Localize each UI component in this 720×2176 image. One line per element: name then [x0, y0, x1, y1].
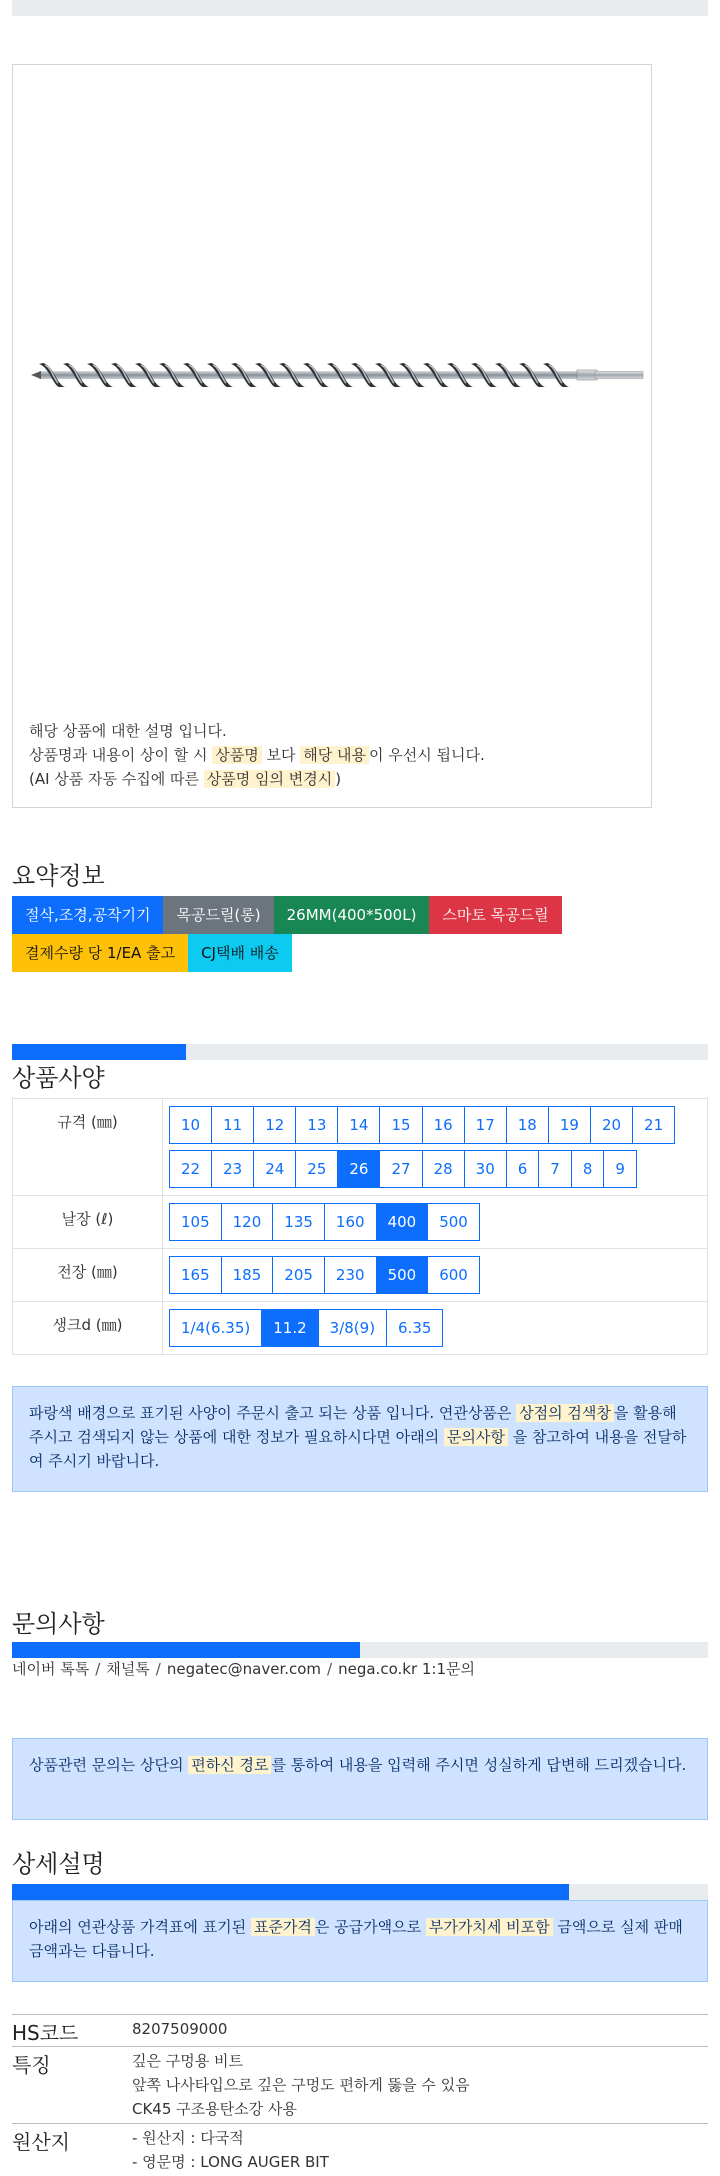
detail-row-label: HS코드 [12, 2015, 132, 2047]
spec-option-button[interactable]: 10 [169, 1106, 212, 1144]
spec-option-button[interactable]: 105 [169, 1203, 222, 1241]
detail-title: 상세설명 [12, 1850, 105, 1878]
spec-table [12, 1098, 708, 1355]
detail-progress-bar [12, 1884, 708, 1900]
badge-brand: 스마토 목공드릴 [429, 896, 561, 934]
spec-option-button[interactable]: 135 [272, 1203, 325, 1241]
detail-row [12, 2124, 708, 2176]
detail-notice: 아래의 연관상품 가격표에 표기된 표준가격 은 공급가액으로 부가가치세 비포함 금액으로 실제 판매금액과는 다릅니다. [12, 1900, 708, 1982]
spec-option-button[interactable]: 19 [548, 1106, 591, 1144]
spec-options-cell [163, 1249, 708, 1302]
summary-badges [12, 896, 612, 972]
detail-value-line: 8207509000 [132, 2020, 228, 2038]
summary-progress-bar [12, 1044, 708, 1060]
spec-option-button[interactable]: 11.2 [261, 1309, 318, 1347]
contact-naver-talk[interactable]: 네이버 톡톡 [12, 1660, 90, 1678]
spec-row [13, 1196, 708, 1249]
detail-value-line: - 원산지 : 다국적 [132, 2129, 244, 2147]
spec-option-button[interactable]: 30 [464, 1150, 507, 1188]
detail-row-value [132, 2015, 708, 2047]
spec-option-button[interactable]: 23 [211, 1150, 254, 1188]
spec-option-button[interactable]: 120 [221, 1203, 274, 1241]
product-image-card [12, 64, 652, 808]
spec-option-button[interactable]: 14 [337, 1106, 380, 1144]
spec-option-button[interactable]: 205 [272, 1256, 325, 1294]
spec-option-button[interactable]: 160 [324, 1203, 377, 1241]
spec-option-button[interactable]: 6 [506, 1150, 540, 1188]
detail-value-line: - 영문명 : LONG AUGER BIT [132, 2153, 329, 2171]
spec-option-button[interactable]: 9 [603, 1150, 637, 1188]
spec-option-button[interactable]: 8 [571, 1150, 605, 1188]
detail-row [12, 2047, 708, 2124]
spec-option-button[interactable]: 20 [590, 1106, 633, 1144]
auger-drill-bit-image [29, 355, 645, 395]
detail-table [12, 2014, 708, 2176]
spec-options-cell [163, 1099, 708, 1196]
spec-title: 상품사양 [12, 1064, 105, 1092]
spec-option-button[interactable]: 6.35 [386, 1309, 443, 1347]
detail-value-line: CK45 구조용탄소강 사용 [132, 2100, 297, 2118]
spec-option-button[interactable]: 18 [506, 1106, 549, 1144]
badge-delivery: CJ택배 배송 [188, 934, 292, 972]
spec-option-button[interactable]: 185 [221, 1256, 274, 1294]
spec-option-button[interactable]: 26 [337, 1150, 380, 1188]
contact-email[interactable]: negatec@naver.com [166, 1660, 322, 1678]
spec-row-label: 날장 (ℓ) [13, 1196, 163, 1249]
spec-row-label: 생크d (㎜) [13, 1302, 163, 1355]
spec-option-button[interactable]: 12 [253, 1106, 296, 1144]
spec-options-cell [163, 1196, 708, 1249]
description-line-1: 해당 상품에 대한 설명 입니다. [29, 722, 227, 740]
badge-shipping-quantity: 결제수량 당 1/EA 출고 [12, 934, 188, 972]
contact-channel-talk[interactable]: 채널톡 [106, 1660, 150, 1678]
spec-option-button[interactable]: 13 [295, 1106, 338, 1144]
spec-row [13, 1249, 708, 1302]
inquiry-title: 문의사항 [12, 1610, 105, 1638]
spec-row [13, 1302, 708, 1355]
spec-option-button[interactable]: 27 [379, 1150, 422, 1188]
spec-option-button[interactable]: 28 [422, 1150, 465, 1188]
spec-option-button[interactable]: 11 [211, 1106, 254, 1144]
spec-notice: 파랑색 배경으로 표기된 사양이 주문시 출고 되는 상품 입니다. 연관상품은 상점의 검색창 을 활용해 주시고 검색되지 않는 상품에 대한 정보가 필요하시다면 아래의 문의사항 을 참고하여 내용을 전달하여 주시기 바랍니다. [12, 1386, 708, 1492]
summary-title: 요약정보 [12, 862, 105, 890]
spec-row-label: 규격 (㎜) [13, 1099, 163, 1196]
detail-row-value [132, 2124, 708, 2176]
spec-option-button[interactable]: 21 [632, 1106, 675, 1144]
spec-option-button[interactable]: 17 [464, 1106, 507, 1144]
spec-option-button[interactable]: 600 [427, 1256, 480, 1294]
detail-row-value [132, 2047, 708, 2124]
spec-option-button[interactable]: 1/4(6.35) [169, 1309, 262, 1347]
inquiry-progress-fill [12, 1642, 360, 1658]
spec-option-button[interactable]: 15 [379, 1106, 422, 1144]
top-divider-bar [12, 0, 708, 16]
contact-channels: 네이버 톡톡 / 채널톡 / negatec@naver.com / nega.co.kr 1:1문의 [12, 1660, 475, 1678]
description-line-3: (AI 상품 자동 수집에 따른 상품명 임의 변경시 ) [29, 770, 342, 788]
spec-options-cell [163, 1302, 708, 1355]
detail-row [12, 2015, 708, 2047]
detail-progress-fill [12, 1884, 569, 1900]
spec-option-button[interactable]: 500 [376, 1256, 429, 1294]
contact-website-inquiry[interactable]: nega.co.kr 1:1문의 [338, 1660, 475, 1678]
detail-row-label: 특징 [12, 2047, 132, 2124]
spec-option-button[interactable]: 16 [422, 1106, 465, 1144]
inquiry-notice: 상품관련 문의는 상단의 편하신 경로 를 통하여 내용을 입력해 주시면 성실하게 답변해 드리겠습니다. [12, 1738, 708, 1820]
product-description [29, 719, 485, 791]
badge-size: 26MM(400*500L) [274, 896, 430, 934]
detail-row-label: 원산지 [12, 2124, 132, 2176]
spec-option-button[interactable]: 400 [376, 1203, 429, 1241]
spec-option-button[interactable]: 500 [427, 1203, 480, 1241]
spec-option-button[interactable]: 230 [324, 1256, 377, 1294]
detail-value-line: 앞쪽 나사타입으로 깊은 구멍도 편하게 뚫을 수 있음 [132, 2076, 470, 2094]
description-line-2: 상품명과 내용이 상이 할 시 상품명 보다 해당 내용 이 우선시 됩니다. [29, 746, 485, 764]
spec-option-button[interactable]: 22 [169, 1150, 212, 1188]
badge-category: 절삭,조경,공작기기 [12, 896, 163, 934]
badge-product-type: 목공드릴(롱) [163, 896, 273, 934]
spec-row-label: 전장 (㎜) [13, 1249, 163, 1302]
spec-option-button[interactable]: 3/8(9) [318, 1309, 387, 1347]
spec-option-button[interactable]: 25 [295, 1150, 338, 1188]
spec-option-button[interactable]: 24 [253, 1150, 296, 1188]
spec-option-button[interactable]: 7 [538, 1150, 572, 1188]
inquiry-progress-bar [12, 1642, 708, 1658]
spec-option-button[interactable]: 165 [169, 1256, 222, 1294]
detail-value-line: 깊은 구멍용 비트 [132, 2052, 243, 2070]
spec-row [13, 1099, 708, 1196]
